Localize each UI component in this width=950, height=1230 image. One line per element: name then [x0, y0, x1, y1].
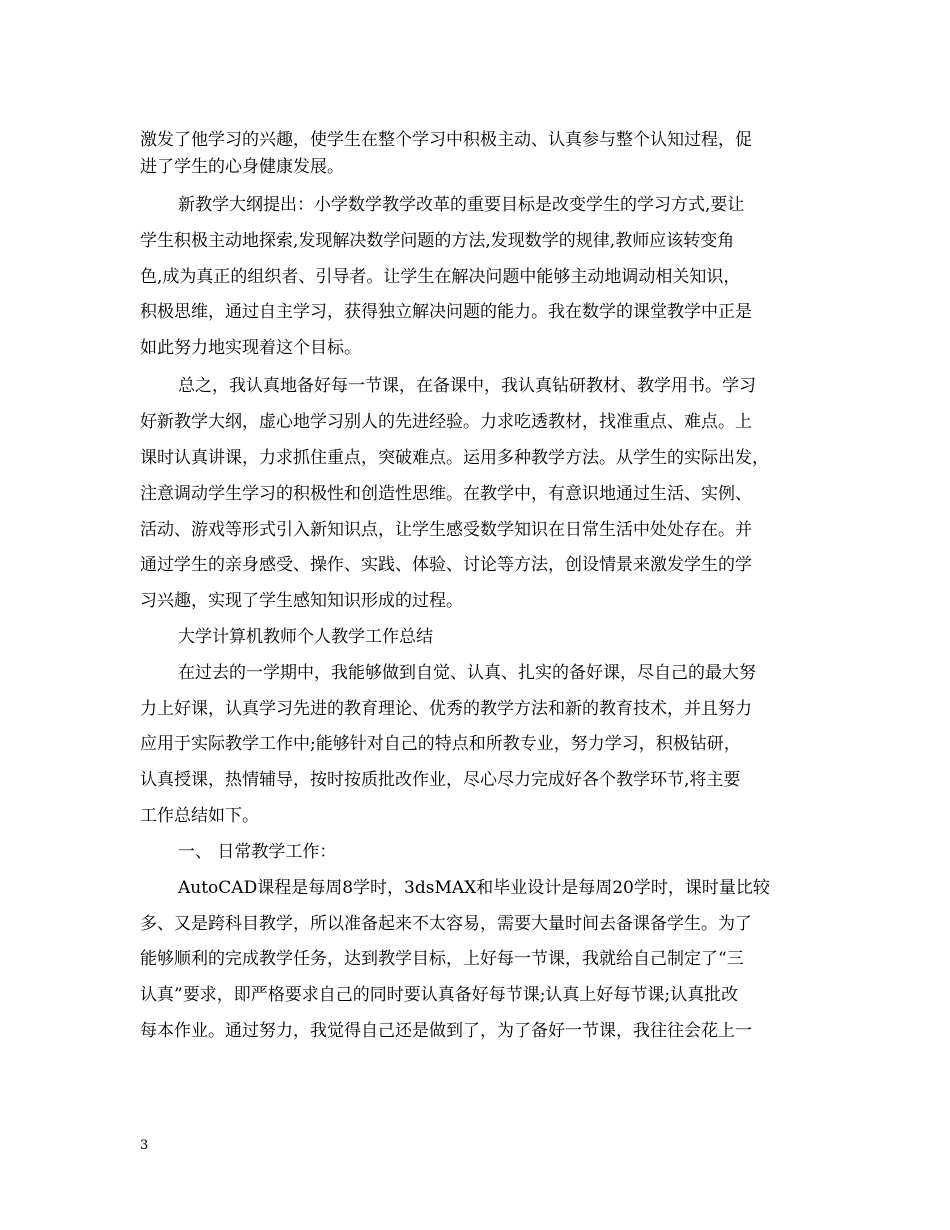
paragraph-line: 注意调动学生学习的积极性和创造性思维。在教学中，有意识地通过生活、实例、	[140, 484, 752, 504]
paragraph-line: 工作总结如下。	[140, 806, 259, 826]
paragraph-line: 每本作业。通过努力，我觉得自己还是做到了，为了备好一节课，我往往会花上一	[140, 1021, 752, 1041]
paragraph-line: 色,成为真正的组织者、引导者。让学生在解决问题中能够主动地调动相关知识，	[140, 267, 741, 287]
paragraph-line: 活动、游戏等形式引入新知识点，让学生感受数学知识在日常生活中处处存在。并	[140, 520, 752, 540]
paragraph-line: 总之，我认真地备好每一节课，在备课中，我认真钻研教材、教学用书。学习	[178, 376, 756, 396]
paragraph-line: 力上好课，认真学习先进的教育理论、优秀的教学方法和新的教育技术，并且努力	[140, 699, 752, 719]
paragraph-line: 积极思维，通过自主学习，获得独立解决问题的能力。我在数学的课堂教学中正是	[140, 302, 752, 322]
section-heading: 大学计算机教师个人教学工作总结	[178, 627, 433, 647]
paragraph-line: 认真授课，热情辅导，按时按质批改作业，尽心尽力完成好各个教学环节,将主要	[140, 770, 741, 790]
paragraph-line: 激发了他学习的兴趣，使学生在整个学习中积极主动、认真参与整个认知过程，促	[140, 130, 752, 150]
paragraph-line: 好新教学大纲，虚心地学习别人的先进经验。力求吃透教材，找准重点、难点。上	[140, 412, 752, 432]
paragraph-line: 通过学生的亲身感受、操作、实践、体验、讨论等方法，创设情景来激发学生的学	[140, 555, 752, 575]
paragraph-line: 习兴趣，实现了学生感知知识形成的过程。	[140, 591, 463, 611]
paragraph-line: 进了学生的心身健康发展。	[140, 157, 344, 177]
paragraph-line: 能够顺利的完成教学任务，达到教学目标，上好每一节课，我就给自己制定了“三	[140, 949, 744, 969]
paragraph-line: 新教学大纲提出：小学数学教学改革的重要目标是改变学生的学习方式,要让	[178, 195, 745, 215]
paragraph-line: 多、又是跨科目教学，所以准备起来不太容易，需要大量时间去备课备学生。为了	[140, 914, 752, 934]
subsection-heading: 一、 日常教学工作：	[178, 842, 337, 862]
paragraph-line: 课时认真讲课，力求抓住重点，突破难点。运用多种教学方法。从学生的实际出发，	[140, 448, 769, 468]
paragraph-line: 认真”要求，即严格要求自己的同时要认真备好每节课;认真上好每节课;认真批改	[140, 985, 739, 1005]
paragraph-line: AutoCAD课程是每周8学时，3dsMAX和毕业设计是每周20学时，课时量比较	[178, 878, 770, 898]
paragraph-line: 应用于实际教学工作中;能够针对自己的特点和所教专业，努力学习，积极钻研，	[140, 734, 741, 754]
paragraph-line: 学生积极主动地探索,发现解决数学问题的方法,发现数学的规律,教师应该转变角	[140, 231, 735, 251]
paragraph-line: 如此努力地实现着这个目标。	[140, 338, 361, 358]
paragraph-line: 在过去的一学期中，我能够做到自觉、认真、扎实的备好课，尽自己的最大努	[178, 663, 756, 683]
page-number: 3	[140, 1138, 149, 1153]
